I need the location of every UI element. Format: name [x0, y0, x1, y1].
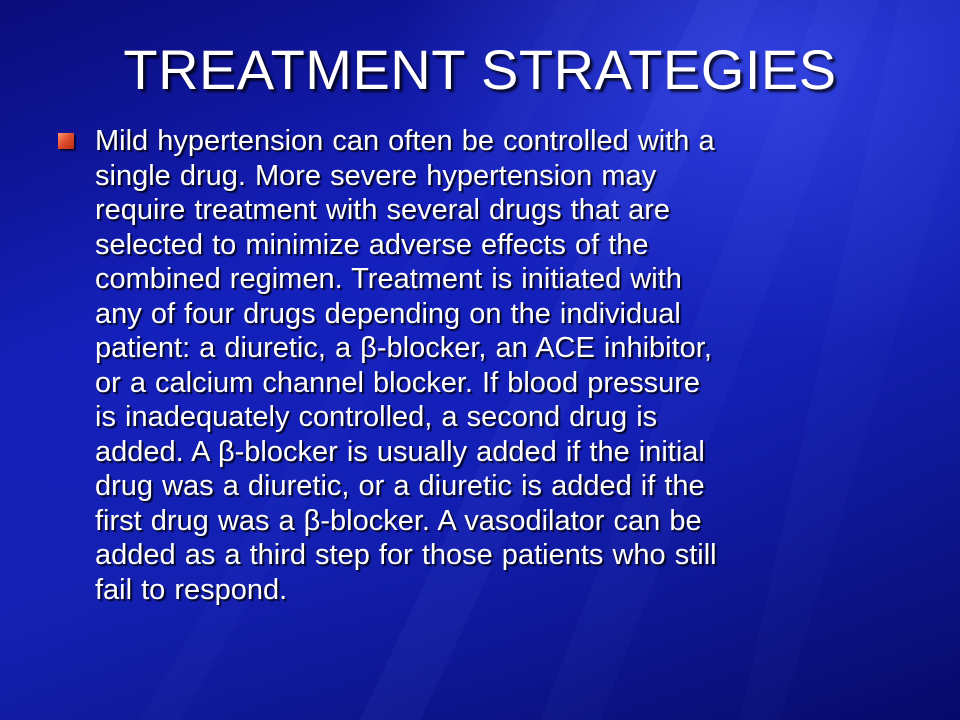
bullet-body-text: Mild hypertension can often be controlled with a single drug. More severe hypertension may require treatment with several drugs that are selected to minimize adverse effects of the combined regimen. Treatment is initiated with any of four drugs depending on the individual patient: a diuretic, a β-blocker, an ACE inhibitor, or a calcium channel blocker. If blood pressure is inadequately controlled, a second drug is added. A β-blocker is usually added if the initial drug was a diuretic, or a diuretic is added if the first drug was a β-blocker. A vasodilator can be added as a third step for those patients who still fail to respond. — [95, 125, 717, 606]
slide-title: TREATMENT STRATEGIES — [123, 38, 837, 101]
square-bullet-icon — [58, 133, 74, 149]
